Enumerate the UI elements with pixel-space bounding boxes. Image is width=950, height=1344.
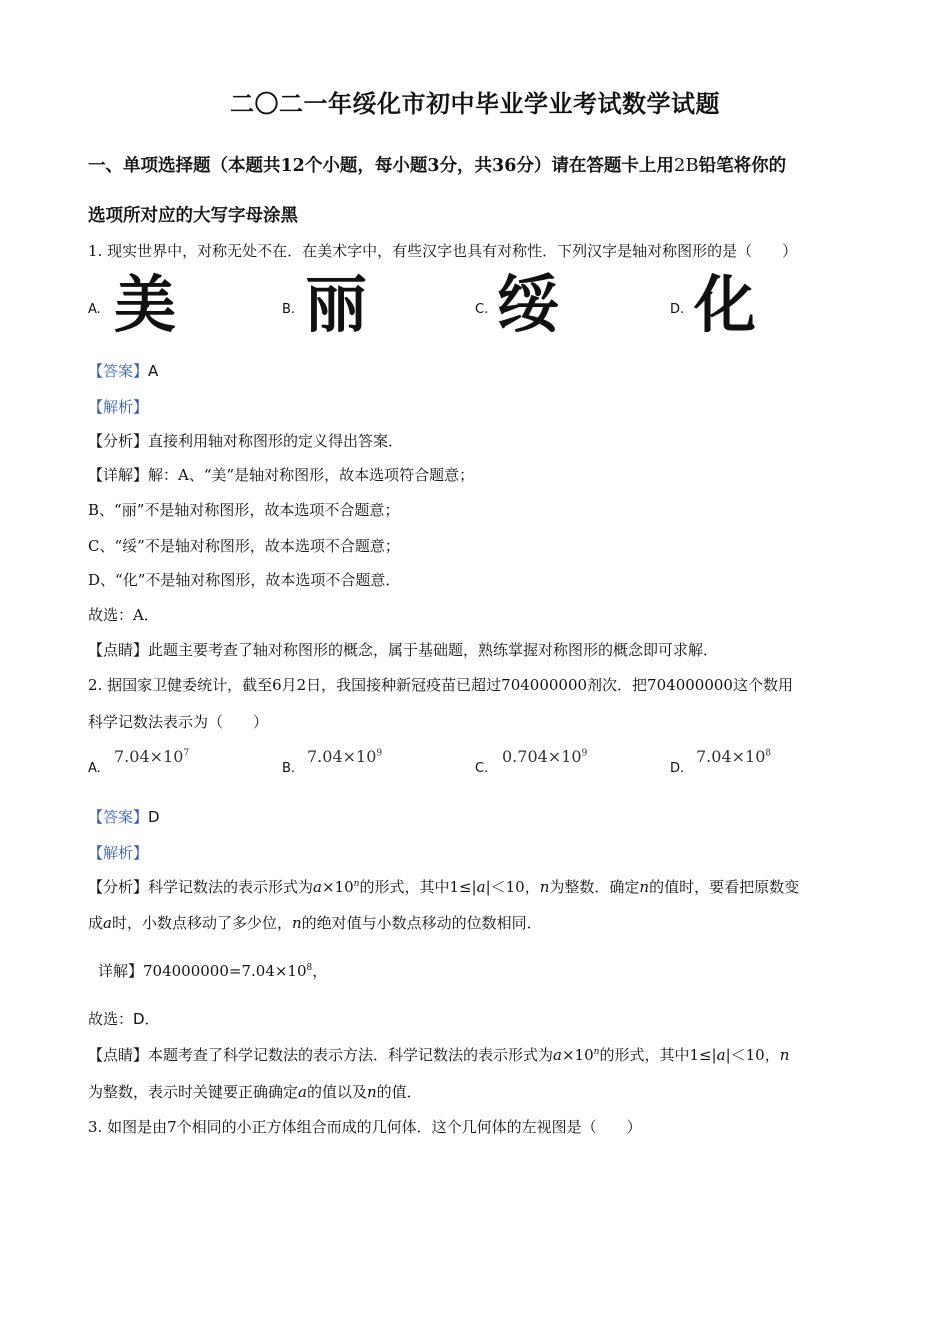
q2-choose: 故选：D． <box>88 1010 160 1028</box>
question-1-stem: 1. 现实世界中，对称无处不在．在美术字中，有些汉字也具有对称性．下列汉字是轴对称图形的是（ ） <box>88 242 798 260</box>
answer-value: A <box>148 362 159 380</box>
q1-option-b-label: B. <box>282 302 296 317</box>
var-n: n <box>779 1046 790 1064</box>
xiangjie-text: 解：A、“美”是轴对称图形，故本选项符合题意； <box>148 466 475 484</box>
times-ten: ×10 <box>561 1046 594 1064</box>
xiangjie-end: ， <box>312 962 328 980</box>
q1-line-c: C、“绥”不是轴对称图形，故本选项不合题意； <box>88 537 400 555</box>
times-ten: ×10 <box>321 878 354 896</box>
q2-dianjing-line1 <box>88 1044 789 1065</box>
q1-option-c-label: C. <box>475 302 489 317</box>
q2-option-c-label: C. <box>475 761 489 776</box>
var-a: a <box>716 1046 726 1064</box>
expr-base: 7.04×10 <box>307 747 377 766</box>
dianjing-text: 的形式，其中1≤| <box>599 1046 717 1064</box>
q2-dianjing-line2 <box>88 1081 422 1102</box>
page-title: 二〇二一年绥化市初中毕业学业考试数学试题 <box>230 89 720 118</box>
q1-option-c-char: 绥 <box>497 268 560 341</box>
q2-fenxi-line2 <box>88 912 542 933</box>
dianjing-text: 的值以及 <box>306 1083 367 1101</box>
q2-option-b-expr <box>307 747 382 766</box>
q1-choose: 故选：A． <box>88 606 159 624</box>
q2-option-d-label: D. <box>670 761 685 776</box>
exp-value: 8 <box>306 963 313 973</box>
q1-option-a-char: 美 <box>114 268 177 341</box>
question-2-stem-line1: 2. 据国家卫健委统计，截至6月2日，我国接种新冠疫苗已超过704000000剂次．把704000000这个数用 <box>88 676 793 694</box>
q1-xiangjie <box>88 464 474 485</box>
var-n: n <box>639 878 650 896</box>
var-a: a <box>476 878 486 896</box>
q1-line-d: D、“化”不是轴对称图形，故本选项不合题意． <box>88 571 401 589</box>
q2-analysis-tag: 【解析】 <box>88 844 149 862</box>
fenxi-text: 直接利用轴对称图形的定义得出答案． <box>148 432 404 450</box>
section-heading-text: 一、单项选择题（本题共12个小题，每小题3分，共36分）请在答题卡上用 <box>88 156 674 176</box>
q1-option-d-char: 化 <box>694 268 757 341</box>
dianjing-text: 本题考查了科学记数法的表示方法．科学记数法的表示形式为 <box>148 1046 554 1064</box>
fenxi-text: 的绝对值与小数点移动的位数相同． <box>301 914 542 932</box>
xiangjie-tag: 【详解】 <box>88 466 149 484</box>
expr-base: 0.704×10 <box>502 747 582 766</box>
q2-option-d-expr <box>696 747 771 766</box>
fenxi-text: 的形式，其中1≤| <box>359 878 477 896</box>
exp-n: n <box>593 1047 600 1057</box>
q2-fenxi-line1 <box>88 876 799 897</box>
var-n: n <box>539 878 550 896</box>
xiangjie-text: 详解】704000000=7.04×10 <box>98 962 307 980</box>
fenxi-text: 时，小数点移动了多少位， <box>111 914 292 932</box>
pencil-grade: 2B <box>673 155 699 176</box>
var-a: a <box>313 878 322 896</box>
q1-dianjing <box>88 639 718 660</box>
q1-option-d-label: D. <box>670 302 685 317</box>
var-a: a <box>103 914 112 932</box>
expr-exponent: 9 <box>581 748 588 759</box>
fenxi-tag: 【分析】 <box>88 432 149 450</box>
q1-fenxi <box>88 430 403 451</box>
dianjing-tag: 【点睛】 <box>88 641 149 659</box>
q2-option-a-expr <box>114 747 189 766</box>
dianjing-text: 此题主要考查了轴对称图形的概念，属于基础题，熟练掌握对称图形的概念即可求解． <box>148 641 719 659</box>
dianjing-text: |＜10， <box>725 1046 780 1064</box>
var-n: n <box>366 1083 377 1101</box>
exp-n: n <box>353 879 360 889</box>
fenxi-text: 科学记数法的表示形式为 <box>148 878 314 896</box>
q1-line-b: B、“丽”不是轴对称图形，故本选项不合题意； <box>88 501 400 519</box>
fenxi-text: 成 <box>88 914 104 932</box>
var-a: a <box>298 1083 307 1101</box>
expr-exponent: 9 <box>376 748 383 759</box>
section-heading-text-end: 铅笔将你的 <box>698 156 787 176</box>
section-heading <box>88 152 786 177</box>
fenxi-text: 为整数．确定 <box>549 878 640 896</box>
expr-base: 7.04×10 <box>114 747 184 766</box>
answer-value: D <box>148 808 160 826</box>
dianjing-tag: 【点睛】 <box>88 1046 149 1064</box>
answer-tag: 【答案】 <box>88 362 149 380</box>
var-n: n <box>291 914 302 932</box>
expr-base: 7.04×10 <box>696 747 766 766</box>
answer-tag: 【答案】 <box>88 808 149 826</box>
q2-option-b-label: B. <box>282 761 296 776</box>
var-a: a <box>553 1046 562 1064</box>
q2-answer <box>88 806 160 827</box>
q1-option-b-char: 丽 <box>305 268 368 341</box>
q1-analysis-tag: 【解析】 <box>88 398 149 416</box>
q1-answer <box>88 360 158 381</box>
question-2-stem-line2: 科学记数法表示为（ ） <box>88 713 269 731</box>
q2-xiangjie <box>98 960 327 981</box>
section-heading-line2: 选项所对应的大写字母涂黑 <box>88 206 298 226</box>
fenxi-text: |＜10， <box>485 878 540 896</box>
expr-exponent: 7 <box>183 748 190 759</box>
dianjing-text: 为整数，表示时关键要正确确定 <box>88 1083 299 1101</box>
q2-option-a-label: A. <box>88 761 101 776</box>
question-3-stem: 3. 如图是由7个相同的小正方体组合而成的几何体．这个几何体的左视图是（ ） <box>88 1118 642 1136</box>
q1-option-a-label: A. <box>88 302 101 317</box>
q2-option-c-expr <box>502 747 587 766</box>
dianjing-text: 的值． <box>376 1083 422 1101</box>
expr-exponent: 8 <box>765 748 772 759</box>
fenxi-text: 的值时，要看把原数变 <box>649 878 800 896</box>
fenxi-tag: 【分析】 <box>88 878 149 896</box>
